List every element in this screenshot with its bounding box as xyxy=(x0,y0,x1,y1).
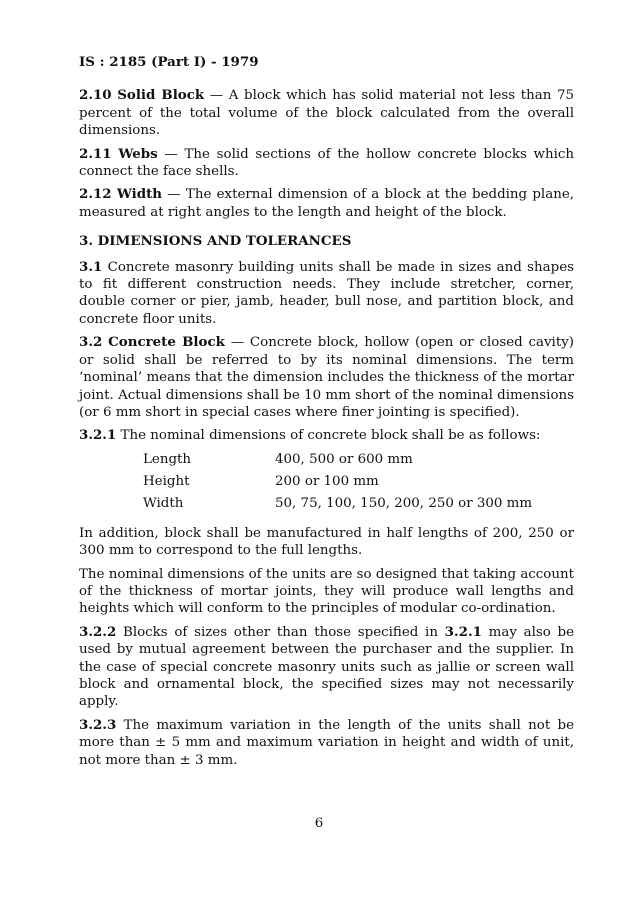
dimension-label: Height xyxy=(143,473,190,489)
paragraph-modular: The nominal dimensions of the units are so designed that taking account of the thickness of mortar joints, they will produce wall lengths and heights which will conform to the principles of modular co-ordination. xyxy=(79,566,574,617)
dimension-value: 400, 500 or 600 mm xyxy=(275,451,413,467)
clause-text: Concrete masonry building units shall be made in sizes and shapes to fit different construction needs. They include stretcher, corner, double corner or pier, jamb, header, bull nose, and partition block, and concrete floor units. xyxy=(79,259,574,327)
dimension-row xyxy=(143,473,574,495)
clause-term: Width xyxy=(116,186,163,203)
clause-number: 2.10 xyxy=(79,87,112,104)
clause-number: 3.2.2 xyxy=(79,623,117,640)
page-number: 6 xyxy=(314,816,324,831)
clause-number: 3.2.1 xyxy=(79,427,117,444)
dimension-value: 200 or 100 mm xyxy=(275,473,379,489)
dimensions-list xyxy=(143,451,574,517)
clause-number: 2.12 xyxy=(79,186,112,203)
clause-number: 3.1 xyxy=(79,258,103,275)
clause-text: Concrete block, hollow (open or closed cavity) or solid shall be referred to by its nominal dimensions. The term ‘nominal’ means that the dimension includes the thickness of the mortar joint. Actual dimensions shall be 10 mm short of the nominal dimensions (or 6 mm short in special cases where finer jointing is specified). xyxy=(79,335,575,420)
clause-number: 3.2 xyxy=(79,334,103,351)
section-heading: 3. DIMENSIONS AND TOLERANCES xyxy=(79,233,352,250)
clause-2-10: 2.10 Solid Block — A block which has solid material not less than 75 percent of the total volume of the block calculated from the overall dimensions. xyxy=(79,87,574,139)
clause-term: Concrete Block xyxy=(108,334,225,351)
clause-3-2-2: 3.2.2 Blocks of sizes other than those specified in 3.2.1 may also be used by mutual agreement between the purchaser and the supplier. In the case of special concrete masonry units such as jallie or screen wall block and ornamental block, the specified sizes may not necessarily apply. xyxy=(79,623,575,710)
clause-3-1 xyxy=(79,259,574,329)
standard-header: IS : 2185 (Part I) - 1979 xyxy=(79,54,259,70)
dimension-row xyxy=(143,495,574,517)
dimension-label: Length xyxy=(143,451,192,467)
paragraph-half-lengths: In addition, block shall be manufactured in half lengths of 200, 250 or 300 mm to correspond to the full lengths. xyxy=(79,525,574,559)
clause-3-2: 3.2 Concrete Block — Concrete block, hollow (open or closed cavity) or solid shall be referred to by its nominal dimensions. The term ‘nominal’ means that the dimension includes the thickness of the mortar joint. Actual dimensions shall be 10 mm short of the nominal dimensions (or 6 mm short in special cases where finer jointing is specified). xyxy=(79,334,575,420)
clause-term: Webs xyxy=(118,145,158,162)
clause-2-12: 2.12 Width — The external dimension of a block at the bedding plane, measured at right angles to the length and height of the block. xyxy=(79,186,574,220)
dimension-label: Width xyxy=(143,495,184,511)
clause-term: Solid Block xyxy=(117,87,205,104)
clause-2-11: 2.11 Webs — The solid sections of the hollow concrete blocks which connect the face shells. xyxy=(79,145,575,180)
clause-text: The solid sections of the hollow concrete blocks which connect the face shells. xyxy=(79,146,575,180)
clause-3-2-1 xyxy=(79,427,574,444)
clause-number: 3.2.3 xyxy=(79,716,117,733)
dimension-value: 50, 75, 100, 150, 200, 250 or 300 mm xyxy=(275,495,533,511)
clause-reference: 3.2.1 xyxy=(444,623,482,640)
dimension-row xyxy=(143,451,574,473)
document-page xyxy=(79,54,574,775)
clause-number: 2.11 xyxy=(79,145,112,162)
clause-text: The nominal dimensions of concrete block shall be as follows: xyxy=(116,428,541,444)
clause-3-2-3 xyxy=(79,717,574,769)
clause-text: The external dimension of a block at the bedding plane, measured at right angles to the length and height of the block. xyxy=(79,187,574,220)
clause-text: The maximum variation in the length of the units shall not be more than ± 5 mm and maximum variation in height and width of unit, not more than ± 3 mm. xyxy=(79,717,574,768)
clause-text: A block which has solid material not less than 75 percent of the total volume of the block calculated from the overall dimensions. xyxy=(79,88,574,139)
